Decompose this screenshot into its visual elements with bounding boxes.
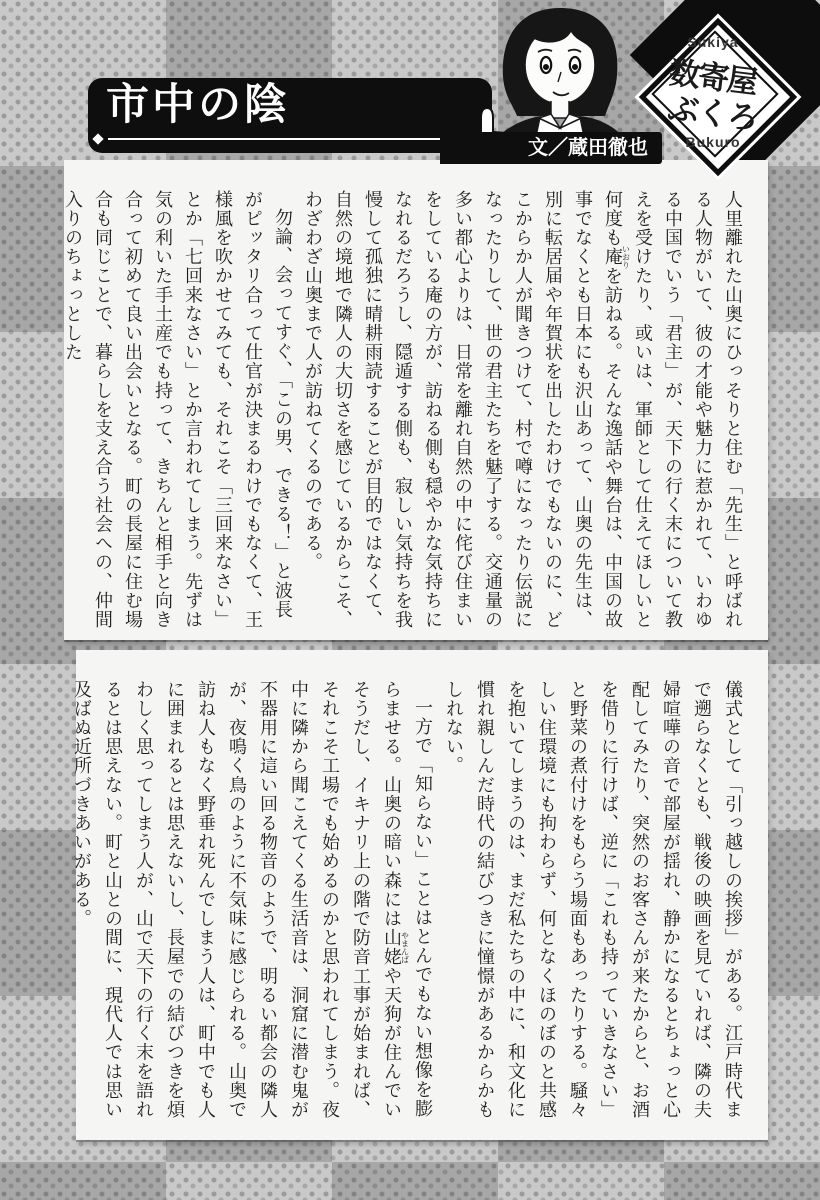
article-panel-bottom	[72, 650, 768, 1140]
logo-latin-bottom: Bukuro	[685, 134, 741, 150]
title-underline	[108, 138, 476, 140]
article-text-bottom: 儀式として「引っ越しの挨拶」がある。江戸時代まで遡らなくとも、戦後の映画を見ていれば、隣の夫婦喧嘩の音で部屋が揺れ、静かになるとちょっと心配してみたり、突然のお客さんが来たからと、お酒を借りに行けば、逆に「これも持っていきなさい」と野菜の煮付けをもらう場面もあったりする。騒々しい住環境にも拘わらず、何となくほのぼのと共感を抱いてしまうのは、まだ私たちの中に、和文化に慣れ親しんだ時代の結びつきに憧憬があるからかもしれない。 一方で「知らない」ことはとんでもない想像を膨らませる。山奥の暗い森には山姥やまんばや天狗が住んでいそうだし、イキナリ上の階で防音工事が始まれば、それこそ工場でも始めるのかと思われてしまう。夜中に隣から聞こえてくる生活音は、洞窟に潜む鬼が不器用に這い回る物音のようで、明るい都会の隣人が、夜鳴く鳥のように不気味に感じられる。山奥で訪ね人もなく野垂れ死んでしまう人は、町中でも人に囲まれるとは思えないし、長屋での結びつきを煩わしく思ってしまう人が、山で天下の行く末を語れるとは思えない。町と山との間に、現代人では思い及ばぬ近所づきあいがある。	[72, 680, 743, 1120]
logo-jp-line1: 数寄屋	[667, 54, 758, 101]
logo-jp-line2: ぶくろ	[665, 90, 760, 137]
article-text-top: 人里離れた山奥にひっそりと住む「先生」と呼ばれる人物がいて、彼の才能や魅力に惹かれて、いわゆる中国でいう「君主」が、天下の行く末について教えを受けたり、或いは、軍師として仕えてほしいと何度も庵いおりを訪ねる。そんな逸話や舞台は、中国の故事でなくとも日本にも沢山あって、山奥の先生は、別に転居届や年賀状を出したわけでもないのに、どこからか人が聞きつけて、村で噂になったり伝説になったりして、世の君主たちを魅了する。交通量の多い都心よりは、日常を離れ自然の中に侘び住まいをしている庵の方が、訪ねる側も穏やかな気持ちになれるだろうし、隠遁する側も、寂しい気持ちを我慢して孤独に晴耕雨読することが目的ではなくて、自然の境地で隣人の大切さを感じているからこそ、わざわざ山奥まで人が訪ねてくるのである。 勿論、会ってすぐ、「この男、できる！」と波長がピッタリ合って仕官が決まるわけでもなくて、王様風を吹かせてみても、それこそ「三回来なさい」とか「七回来なさい」とか言われてしまう。先ずは気の利いた手土産でも持って、きちんと相手と向き合って初めて良い出会いとなる。町の長屋に住む場合も同じことで、暮らしを支え合う社会への、仲間入りのちょっとした	[63, 190, 743, 630]
neck	[551, 101, 569, 118]
article-panel-top	[64, 160, 768, 640]
series-logo	[600, 0, 820, 200]
page-title: 市中の陰	[106, 82, 290, 129]
logo-latin-top: Sukiya	[687, 34, 739, 50]
byline-text: 文／蔵田徹也	[528, 137, 648, 159]
diamond-bullet-icon	[92, 133, 103, 144]
title-bar	[88, 78, 492, 153]
